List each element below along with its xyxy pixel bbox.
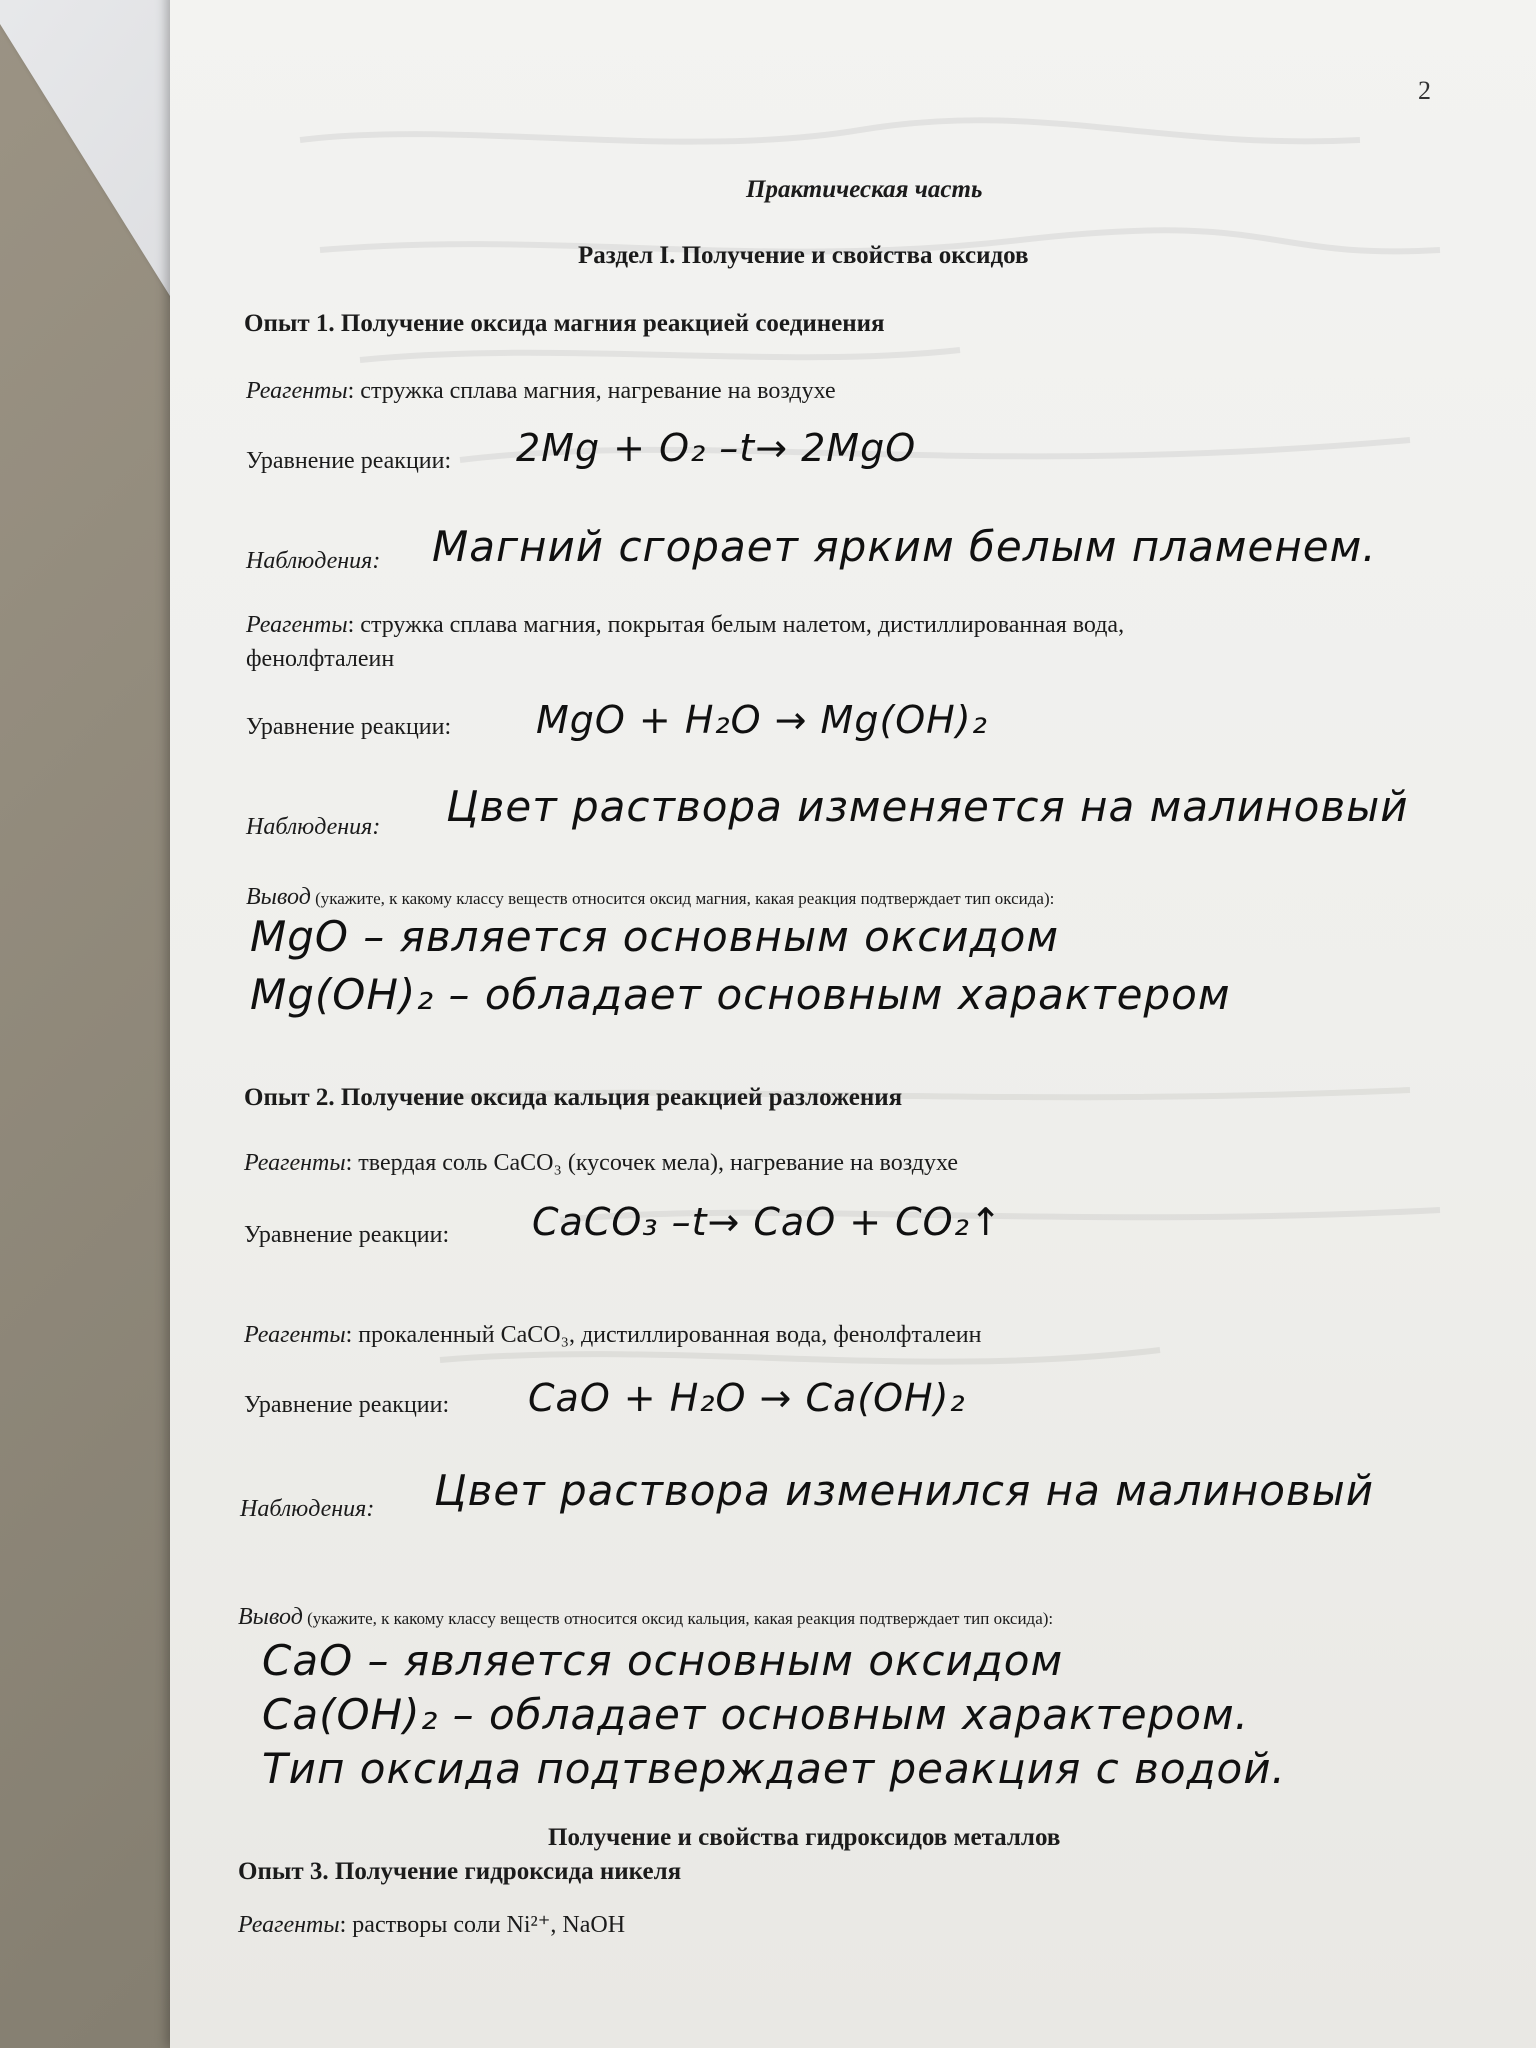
exp2-reagents-1 <box>244 1150 958 1177</box>
exp1-reagents-1 <box>246 378 836 405</box>
reagents-label: Реагенты <box>244 1150 346 1176</box>
exp2-observation: Цвет раствора изменился на малиновый <box>434 1466 1375 1515</box>
exp3-heading: Опыт 3. Получение гидроксида никеля <box>238 1858 682 1885</box>
reagents-label: Реагенты <box>246 612 348 638</box>
exp2-heading: Опыт 2. Получение оксида кальция реакцией разложения <box>244 1084 903 1111</box>
page-number: 2 <box>1418 76 1431 105</box>
exp1-observation-1: Магний сгорает ярким белым пламенем. <box>432 522 1377 571</box>
exp1-equation-2: MgO + H₂O → Mg(OH)₂ <box>536 698 988 742</box>
conclusion-hint: (укажите, к какому классу веществ относится оксид магния, какая реакция подтверждает тип оксида): <box>310 889 1055 908</box>
exp2-equation-1: CaCO₃ –t→ CaO + CO₂↑ <box>532 1200 1003 1244</box>
exp2-conclusion-line-3: Тип оксида подтверждает реакция с водой. <box>262 1744 1286 1793</box>
exp1-heading: Опыт 1. Получение оксида магния реакцией соединения <box>244 310 885 337</box>
exp1-conclusion-line-1: MgO – является основным оксидом <box>250 912 1060 961</box>
conclusion-label: Вывод <box>246 884 311 910</box>
exp2-reagents-2 <box>244 1322 981 1349</box>
exp2-conclusion-line-2: Ca(OH)₂ – обладает основным характером. <box>262 1690 1250 1739</box>
exp1-reagents-2-cont: фенолфталеин <box>246 646 395 672</box>
conclusion-label: Вывод <box>238 1604 303 1630</box>
exp1-observation-label-1: Наблюдения: <box>246 548 381 574</box>
section-2-title: Получение и свойства гидроксидов металлов <box>548 1824 1061 1851</box>
exp2-conclusion-line-1: CaO – является основным оксидом <box>262 1636 1064 1685</box>
exp1-observation-2: Цвет раствора изменяется на малиновый <box>446 782 1409 831</box>
exp2-conclusion-prompt <box>238 1604 1053 1631</box>
page-title: Практическая часть <box>746 176 983 203</box>
exp2-equation-label-2: Уравнение реакции: <box>244 1392 450 1418</box>
exp2-equation-label-1: Уравнение реакции: <box>244 1222 450 1248</box>
exp2-observation-label: Наблюдения: <box>240 1496 375 1522</box>
exp1-observation-label-2: Наблюдения: <box>246 814 381 840</box>
reagents-label: Реагенты <box>244 1322 346 1348</box>
conclusion-hint: (укажите, к какому классу веществ относится оксид кальция, какая реакция подтверждает тип оксида): <box>302 1609 1054 1628</box>
exp1-equation-label-2: Уравнение реакции: <box>246 714 452 740</box>
reagents-label: Реагенты <box>246 378 348 404</box>
exp3-reagents <box>238 1910 625 1939</box>
exp1-conclusion-line-2: Mg(OH)₂ – обладает основным характером <box>250 970 1231 1019</box>
exp2-equation-2: CaO + H₂O → Ca(OH)₂ <box>528 1376 966 1420</box>
reagents-label: Реагенты <box>238 1912 340 1938</box>
reagents-text: : стружка сплава магния, нагревание на воздухе <box>347 378 836 404</box>
reagents-text: : растворы соли Ni²⁺, NaOH <box>339 1912 626 1938</box>
section-1-title: Раздел I. Получение и свойства оксидов <box>578 242 1029 269</box>
exp1-equation-1: 2Mg + O₂ –t→ 2MgO <box>516 426 917 470</box>
reagents-text: : стружка сплава магния, покрытая белым налетом, дистиллированная вода, <box>347 612 1125 638</box>
exp1-equation-label-1: Уравнение реакции: <box>246 448 452 474</box>
exp1-reagents-2 <box>246 612 1124 639</box>
reagents-text: : прокаленный CaCO₃, дистиллированная вода, фенолфталеин <box>345 1322 982 1348</box>
reagents-text: : твердая соль CaCO₃ (кусочек мела), нагревание на воздухе <box>345 1150 959 1176</box>
exp1-conclusion-prompt <box>246 884 1054 911</box>
